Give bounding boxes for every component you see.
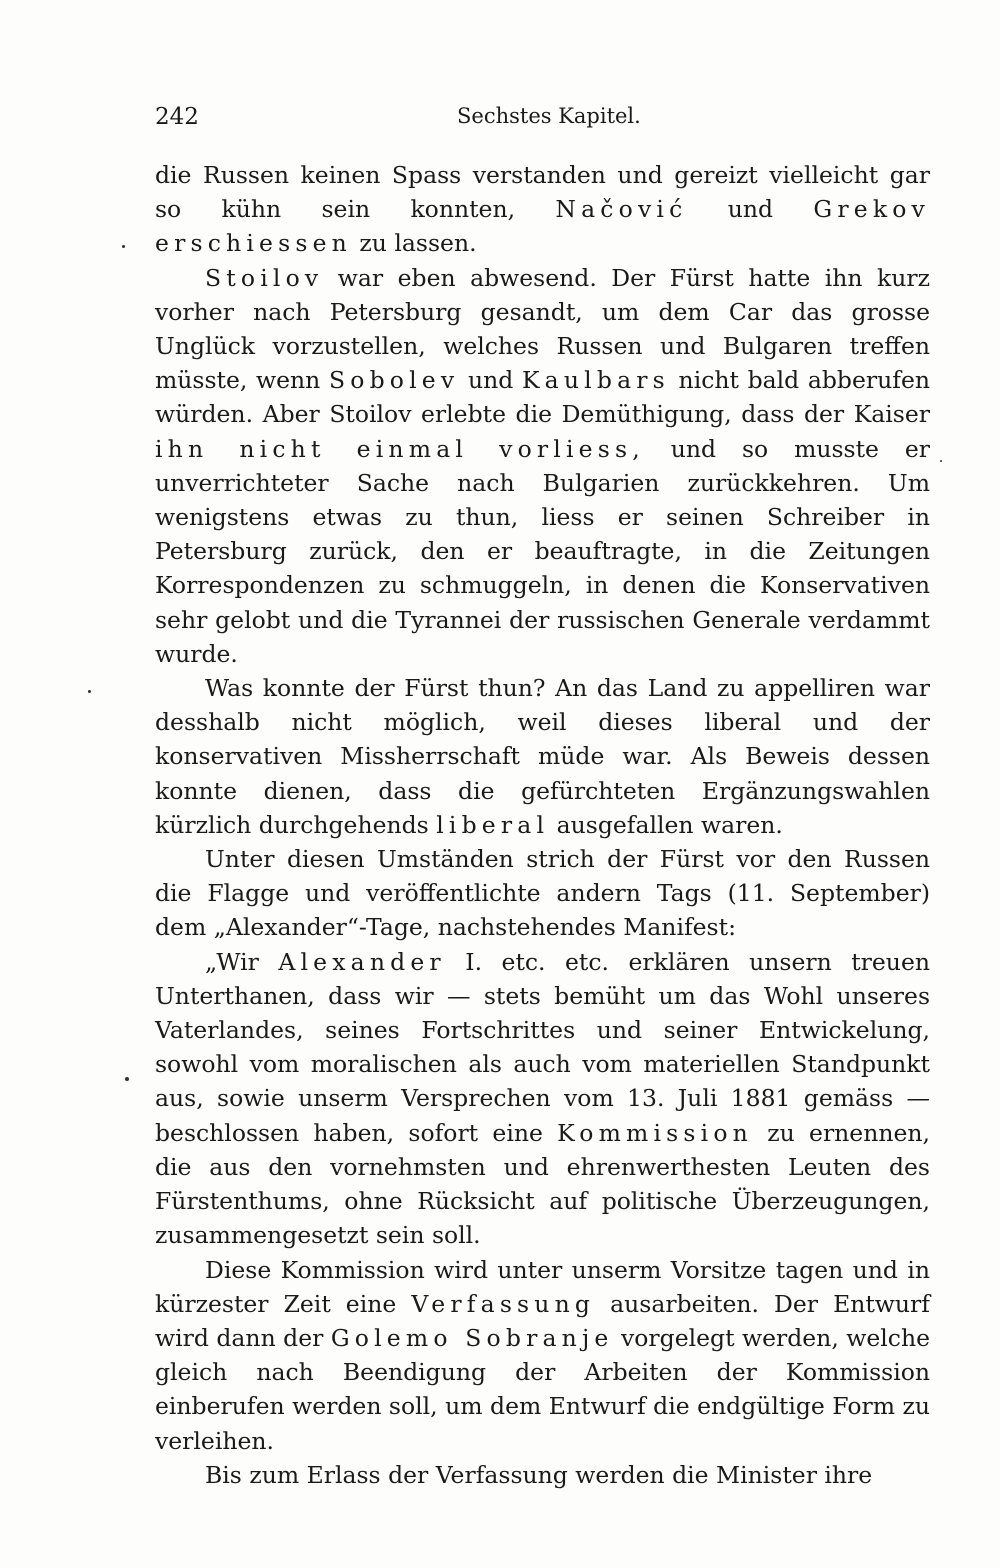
- running-head: Sechstes Kapitel.: [457, 104, 641, 128]
- paragraph: Bis zum Erlass der Verfassung werden die Minister ihre: [205, 1460, 873, 1489]
- paragraph: Was konnte der Fürst thun? An das Land zu appelliren war desshalb nicht möglich, weil dieses liberal und der konservativen Missherrschaft müde war. Als Beweis dessen konnte dienen, dass die gefürchteten Ergänzungswahlen kürzlich durchgehends liberal ausgefallen waren.: [155, 674, 930, 839]
- page-header: [155, 104, 930, 140]
- spaced-name: Stoilov: [205, 263, 324, 292]
- print-speck: [122, 245, 125, 248]
- spaced-emphasis: liberal: [436, 810, 550, 839]
- print-speck: [940, 460, 942, 462]
- spaced-name: Načović: [555, 195, 688, 224]
- page-number: 242: [155, 104, 199, 130]
- spaced-emphasis: Kommission: [557, 1118, 753, 1147]
- spaced-emphasis: ihn nicht einmal vorliess,: [155, 434, 645, 463]
- spaced-name: Sobolev: [328, 366, 460, 395]
- paragraph: die Russen keinen Spass verstanden und gereizt vielleicht gar so kühn sein konnten, Načović und Grekov erschiessen zu lassen.: [155, 161, 930, 258]
- spaced-emphasis: Verfassung: [411, 1289, 596, 1318]
- spaced-name: Golemo Sobranje: [330, 1323, 614, 1352]
- spaced-name: Grekov: [813, 195, 930, 224]
- print-speck: [88, 690, 91, 693]
- paragraph: „Wir Alexander I. etc. etc. erklären unsern treuen Unterthanen, dass wir — stets bemüht um das Wohl unseres Vaterlandes, seines Fortschrittes und seiner Entwickelung, sowohl vom moralischen als auch vom materiellen Standpunkt aus, sowie unserm Versprechen vom 13. Juli 1881 gemäss — beschlossen haben, sofort eine Kommission zu ernennen, die aus den vornehmsten und ehrenwerthesten Leuten des Fürstenthums, ohne Rücksicht auf politische Überzeugungen, zusammengesetzt sein soll.: [155, 947, 930, 1250]
- spaced-name: Kaulbars: [521, 366, 670, 395]
- spaced-name: Alexander: [278, 947, 446, 976]
- paragraph: Stoilov war eben abwesend. Der Fürst hatte ihn kurz vorher nach Petersburg gesandt, um dem Car das grosse Unglück vorzustellen, welches Russen und Bulgaren treffen müsste, wenn Sobolev und Kaulbars nicht bald abberufen würden. Aber Stoilov erlebte die Demüthigung, dass der Kaiser ihn nicht einmal vorliess, und so musste er unverrichteter Sache nach Bulgarien zurückkehren. Um wenigstens etwas zu thun, liess er seinen Schreiber in Petersburg zurück, den er beauftragte, in die Zeitungen Korrespondenzen zu schmuggeln, in denen die Konservativen sehr gelobt und die Tyrannei der russischen Generale verdammt wurde.: [155, 263, 931, 668]
- body-text: [155, 158, 930, 1492]
- print-speck: [125, 1077, 129, 1081]
- paragraph: Diese Kommission wird unter unserm Vorsitze tagen und in kürzester Zeit eine Verfassung ausarbeiten. Der Entwurf wird dann der Golemo Sobranje vorgelegt werden, welche gleich nach Beendigung der Arbeiten der Kommission einberufen werden soll, um dem Entwurf die endgültige Form zu verleihen.: [155, 1255, 931, 1455]
- spaced-emphasis: erschiessen: [155, 229, 352, 258]
- paragraph: Unter diesen Umständen strich der Fürst vor den Russen die Flagge und veröffentlichte andern Tags (11. September) dem „Alexander“-Tage, nachstehendes Manifest:: [155, 845, 930, 942]
